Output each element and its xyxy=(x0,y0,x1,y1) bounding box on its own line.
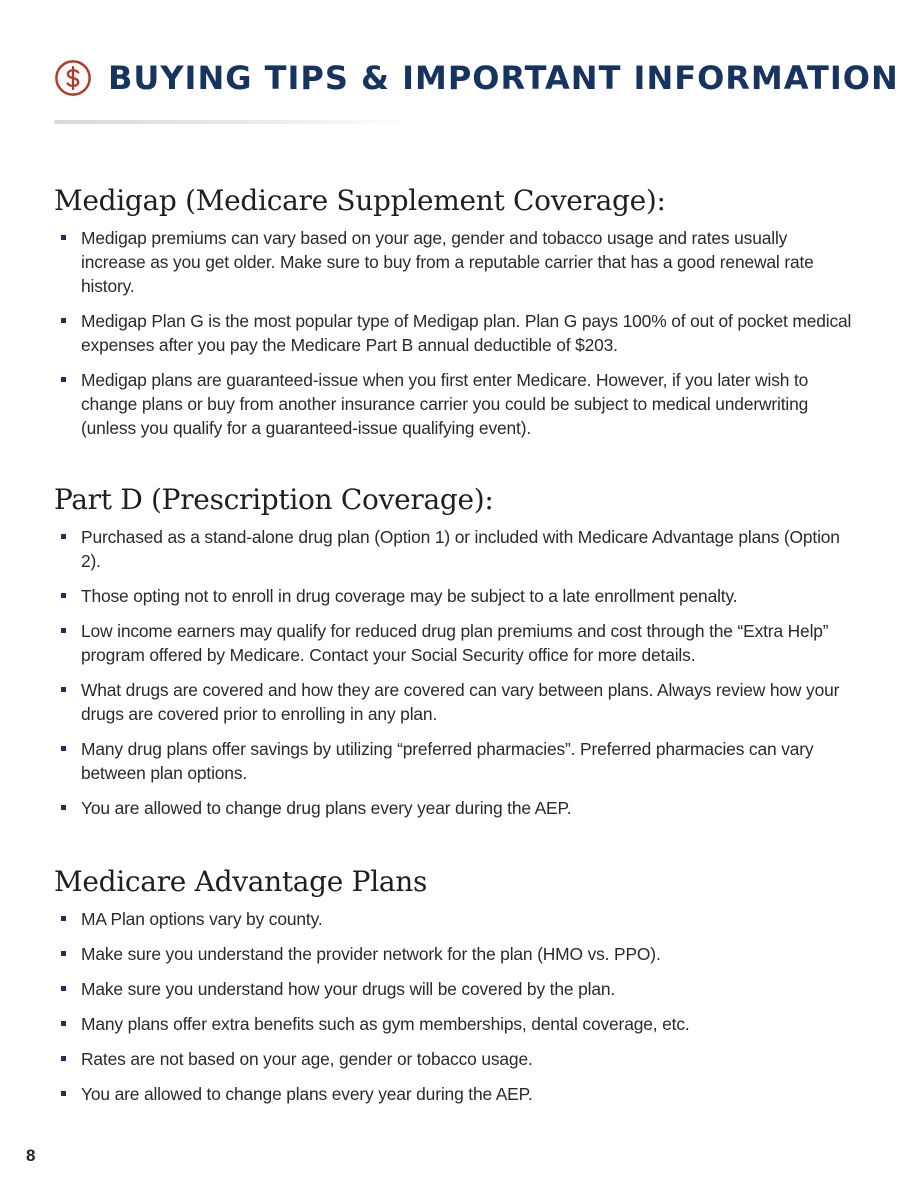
bullet-list xyxy=(54,907,854,1106)
dollar-circle-icon xyxy=(54,59,92,97)
section-part-d xyxy=(54,483,854,831)
list-item: Low income earners may qualify for reduced drug plan premiums and cost through the “Extra Help” program offered by Medicare. Contact your Social Security office for more details. xyxy=(54,619,854,667)
list-item: Medigap Plan G is the most popular type of Medigap plan. Plan G pays 100% of out of pocket medical expenses after you pay the Medicare Part B annual deductible of $203. xyxy=(54,309,854,357)
list-item: You are allowed to change drug plans every year during the AEP. xyxy=(54,796,854,820)
section-medigap xyxy=(54,184,854,451)
page-header xyxy=(54,56,899,100)
list-item: What drugs are covered and how they are covered can vary between plans. Always review how your drugs are covered prior to enrolling in any plan. xyxy=(54,678,854,726)
list-item: Make sure you understand the provider network for the plan (HMO vs. PPO). xyxy=(54,942,854,966)
page-title: BUYING TIPS & IMPORTANT INFORMATION xyxy=(108,59,899,97)
section-heading: Medigap (Medicare Supplement Coverage): xyxy=(54,184,666,217)
list-item: Medigap plans are guaranteed-issue when you first enter Medicare. However, if you later wish to change plans or buy from another insurance carrier you could be subject to medical underwriting (unless you qualify for a guaranteed-issue qualifying event). xyxy=(54,368,854,440)
list-item: Those opting not to enroll in drug coverage may be subject to a late enrollment penalty. xyxy=(54,584,854,608)
list-item: Make sure you understand how your drugs will be covered by the plan. xyxy=(54,977,854,1001)
list-item: Many drug plans offer savings by utilizing “preferred pharmacies”. Preferred pharmacies can vary between plan options. xyxy=(54,737,854,785)
list-item: You are allowed to change plans every year during the AEP. xyxy=(54,1082,854,1106)
section-heading: Medicare Advantage Plans xyxy=(54,865,428,898)
section-heading: Part D (Prescription Coverage): xyxy=(54,483,494,516)
list-item: Rates are not based on your age, gender or tobacco usage. xyxy=(54,1047,854,1071)
bullet-list xyxy=(54,226,854,440)
section-medicare-advantage xyxy=(54,865,854,1117)
list-item: MA Plan options vary by county. xyxy=(54,907,854,931)
list-item: Many plans offer extra benefits such as gym memberships, dental coverage, etc. xyxy=(54,1012,854,1036)
title-divider xyxy=(54,120,414,124)
list-item: Purchased as a stand-alone drug plan (Option 1) or included with Medicare Advantage plans (Option 2). xyxy=(54,525,854,573)
list-item: Medigap premiums can vary based on your age, gender and tobacco usage and rates usually increase as you get older. Make sure to buy from a reputable carrier that has a good renewal rate history. xyxy=(54,226,854,298)
page-number: 8 xyxy=(26,1146,36,1165)
bullet-list xyxy=(54,525,854,820)
